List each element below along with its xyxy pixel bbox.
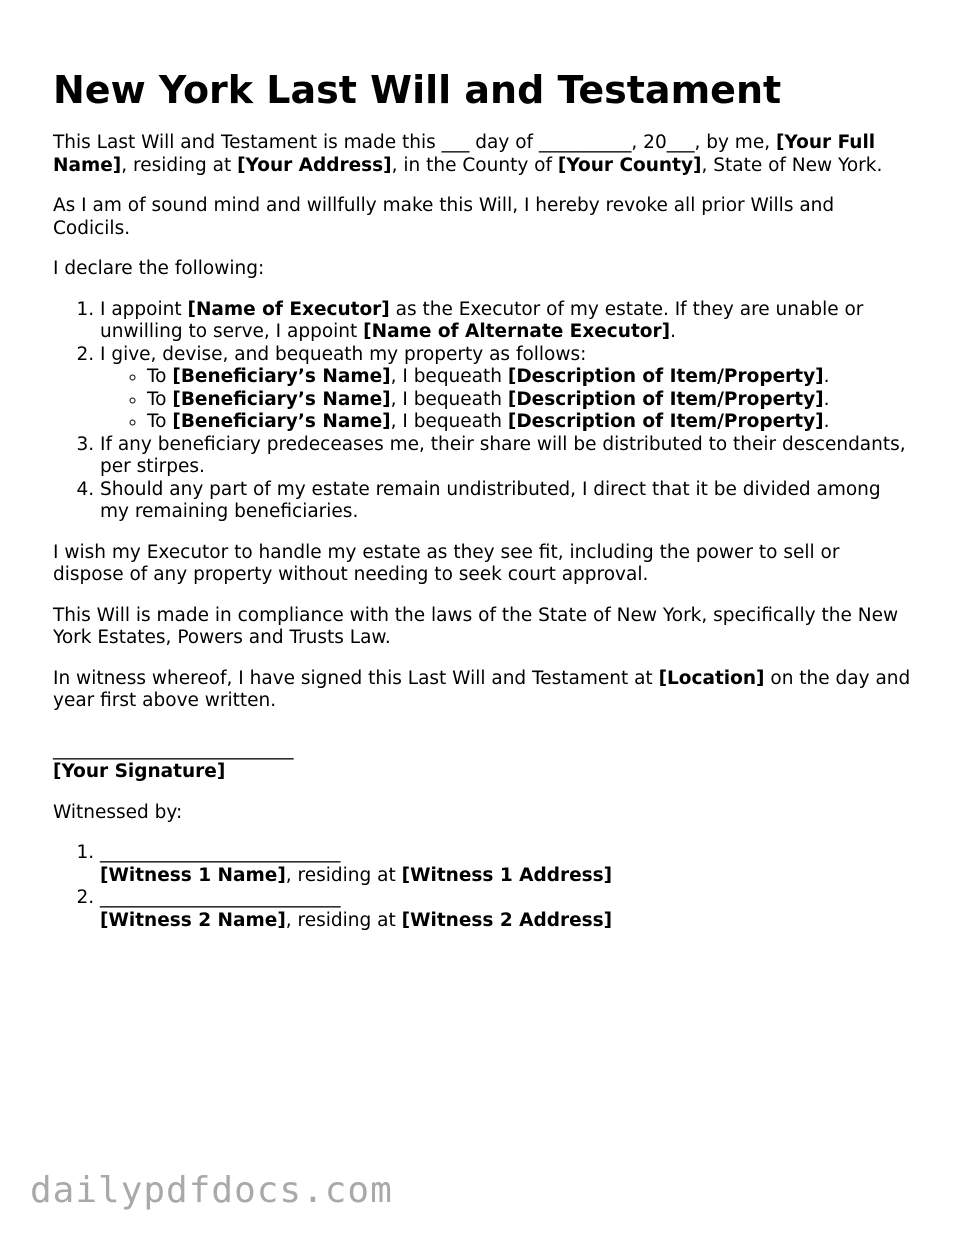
- declarations-list: [53, 299, 913, 524]
- testator-address-placeholder: [Your Address]: [237, 154, 392, 176]
- executor-placeholder: [Name of Executor]: [187, 298, 390, 320]
- location-placeholder: [Location]: [658, 667, 765, 689]
- property-placeholder: [Description of Item/Property]: [507, 366, 824, 387]
- executor-power-paragraph: I wish my Executor to handle my estate as they see fit, including the power to sell or dispose of any property without needing to seek court approval.: [53, 541, 840, 585]
- declaration-paragraph: I declare the following:: [53, 258, 265, 279]
- compliance-paragraph: This Will is made in compliance with the laws of the State of New York, specifically the New York Estates, Powers and Trusts Law.: [53, 604, 899, 648]
- intro-paragraph: This Last Will and Testament is made this ___ day of __________, 20___, by me, [Your Full Name], residing at [Your Address], in the County of [Your County], State of New York.: [53, 132, 883, 176]
- bequest-item: ◦ To [Beneficiary’s Name], I bequeath [Description of Item/Property].: [147, 411, 913, 434]
- list-item-executor: 1. I appoint [Name of Executor] as the Executor of my estate. If they are unable or unwilling to serve, I appoint [Name of Alternate Executor].: [100, 299, 913, 344]
- witness-signature-line: __________________________: [100, 842, 341, 863]
- testator-name-placeholder: [Your Full Name]: [53, 132, 876, 176]
- list-item-predecease: 3. If any beneficiary predeceases me, their share will be distributed to their descendants, per stirpes.: [100, 434, 913, 479]
- witness-address-placeholder: [Witness 1 Address]: [401, 864, 613, 886]
- alternate-executor-placeholder: [Name of Alternate Executor]: [363, 321, 671, 342]
- property-placeholder: [Description of Item/Property]: [507, 388, 824, 410]
- property-placeholder: [Description of Item/Property]: [507, 411, 824, 432]
- bequest-item: ◦ To [Beneficiary’s Name], I bequeath [Description of Item/Property].: [147, 366, 913, 389]
- beneficiary-placeholder: [Beneficiary’s Name]: [172, 366, 391, 387]
- witness-list: [53, 842, 913, 932]
- witness-name-placeholder: [Witness 1 Name]: [100, 864, 286, 886]
- signature-placeholder: [Your Signature]: [53, 761, 226, 782]
- beneficiary-placeholder: [Beneficiary’s Name]: [172, 388, 391, 410]
- signature-line: __________________________: [53, 738, 294, 760]
- beneficiary-placeholder: [Beneficiary’s Name]: [172, 411, 391, 432]
- witness-signature-line: __________________________: [100, 887, 341, 908]
- bequests-list: [100, 366, 913, 434]
- will-document: [53, 68, 913, 932]
- signature-block: [53, 761, 913, 784]
- list-item-bequests: 2. I give, devise, and bequeath my property as follows: ◦ To [Beneficiary’s Name], I bequeath [Description of Item/Property]. ◦ To [Beneficiary’s Name], I bequeath [Description of Item/Property]. ◦ To [Beneficiary’s Name], I bequeath [Description of Item/Property].: [100, 344, 913, 434]
- document-title: New York Last Will and Testament: [53, 68, 782, 112]
- bequest-item: ◦ To [Beneficiary’s Name], I bequeath [Description of Item/Property].: [147, 389, 913, 412]
- witness-clause-paragraph: In witness whereof, I have signed this Last Will and Testament at [Location] on the day and year first above written.: [53, 667, 911, 711]
- watermark: dailypdfdocs.com: [30, 1170, 393, 1211]
- list-item-residue: 4. Should any part of my estate remain undistributed, I direct that it be divided among my remaining beneficiaries.: [100, 479, 913, 524]
- witness-name-placeholder: [Witness 2 Name]: [100, 909, 286, 931]
- county-placeholder: [Your County]: [557, 154, 702, 176]
- witness-item: 2. __________________________ [Witness 2 Name], residing at [Witness 2 Address]: [100, 887, 913, 932]
- witnessed-by-label: Witnessed by:: [53, 801, 183, 823]
- witness-item: 1. __________________________ [Witness 1 Name], residing at [Witness 1 Address]: [100, 842, 913, 887]
- revocation-paragraph: As I am of sound mind and willfully make this Will, I hereby revoke all prior Wills and Codicils.: [53, 195, 835, 239]
- witness-address-placeholder: [Witness 2 Address]: [401, 909, 613, 931]
